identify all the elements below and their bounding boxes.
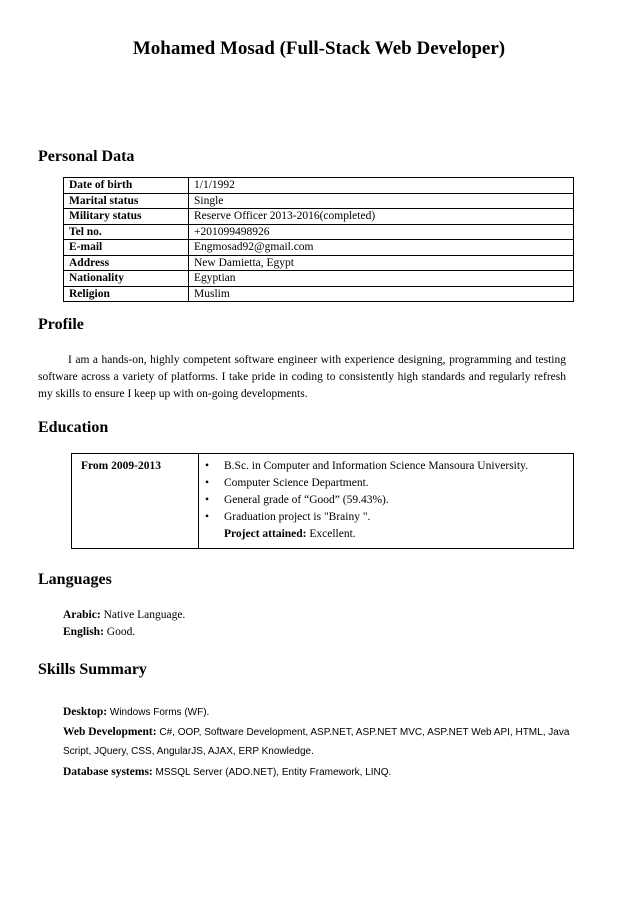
profile-text-block <box>38 352 566 403</box>
education-table <box>71 453 574 549</box>
row-label: Tel no. <box>64 224 189 240</box>
table-row <box>64 224 574 240</box>
table-row <box>64 209 574 225</box>
language-value: Good. <box>106 626 136 638</box>
project-attained <box>199 526 528 543</box>
language-value: Native Language. <box>103 609 186 621</box>
row-label: Religion <box>64 286 189 302</box>
row-value: Engmosad92@gmail.com <box>189 240 574 256</box>
table-row <box>64 255 574 271</box>
row-label: Marital status <box>64 193 189 209</box>
page-title: Mohamed Mosad (Full-Stack Web Developer) <box>132 38 506 59</box>
row-value: Egyptian <box>189 271 574 287</box>
bullet-icon: • <box>205 494 210 506</box>
skill-value: Windows Forms (WF). <box>109 707 210 718</box>
row-label: Nationality <box>64 271 189 287</box>
skill-label: Web Development: <box>63 726 157 738</box>
skill-label: Desktop: <box>63 706 108 718</box>
row-value: Reserve Officer 2013-2016(completed) <box>189 209 574 225</box>
personal-data-heading: Personal Data <box>38 148 135 165</box>
language-label: Arabic: <box>63 609 101 621</box>
education-list <box>199 458 528 543</box>
bullet-icon: • <box>205 477 210 489</box>
row-label: Date of birth <box>64 178 189 194</box>
table-row <box>64 178 574 194</box>
list-item: • Computer Science Department. <box>199 475 528 492</box>
education-heading: Education <box>38 419 109 436</box>
row-value: Muslim <box>189 286 574 302</box>
row-value: 1/1/1992 <box>189 178 574 194</box>
languages-heading: Languages <box>38 571 112 588</box>
row-label: Military status <box>64 209 189 225</box>
list-item: • B.Sc. in Computer and Information Science Mansoura University. <box>199 458 528 475</box>
table-row <box>64 271 574 287</box>
row-value: +201099498926 <box>189 224 574 240</box>
project-value: Excellent. <box>309 528 356 540</box>
row-value: Single <box>189 193 574 209</box>
table-row <box>64 193 574 209</box>
list-item: • Graduation project is "Brainy ". <box>199 509 528 526</box>
table-row <box>64 286 574 302</box>
education-period: From 2009-2013 <box>72 454 199 548</box>
list-item: • General grade of “Good” (59.43%). <box>199 492 528 509</box>
skill-item <box>63 703 583 722</box>
table-row <box>64 240 574 256</box>
profile-text: I am a hands-on, highly competent software engineer with experience designing, programming and testing software across a variety of platforms. I take pride in coding to consistently high standards and regularly refresh my skills to ensure I keep up with on-going developments. <box>38 354 566 400</box>
bullet-icon: • <box>205 460 210 472</box>
profile-heading: Profile <box>38 316 84 333</box>
skill-item <box>63 763 583 782</box>
row-label: E-mail <box>64 240 189 256</box>
bullet-icon: • <box>205 511 210 523</box>
personal-data-table <box>63 177 574 302</box>
skill-item <box>63 723 583 761</box>
skill-value: C#, OOP, Software Development, ASP.NET, ASP.NET MVC, ASP.NET Web API, HTML, Java Script, JQuery, CSS, AngularJS, AJAX, ERP Knowledge. <box>63 727 570 757</box>
row-label: Address <box>64 255 189 271</box>
language-label: English: <box>63 626 104 638</box>
skill-value: MSSQL Server (ADO.NET), Entity Framework, LINQ. <box>155 767 392 778</box>
skill-label: Database systems: <box>63 766 153 778</box>
project-label: Project attained: <box>224 528 307 540</box>
skills-heading: Skills Summary <box>38 661 147 678</box>
language-item <box>63 624 135 641</box>
language-item <box>63 607 185 624</box>
row-value: New Damietta, Egypt <box>189 255 574 271</box>
